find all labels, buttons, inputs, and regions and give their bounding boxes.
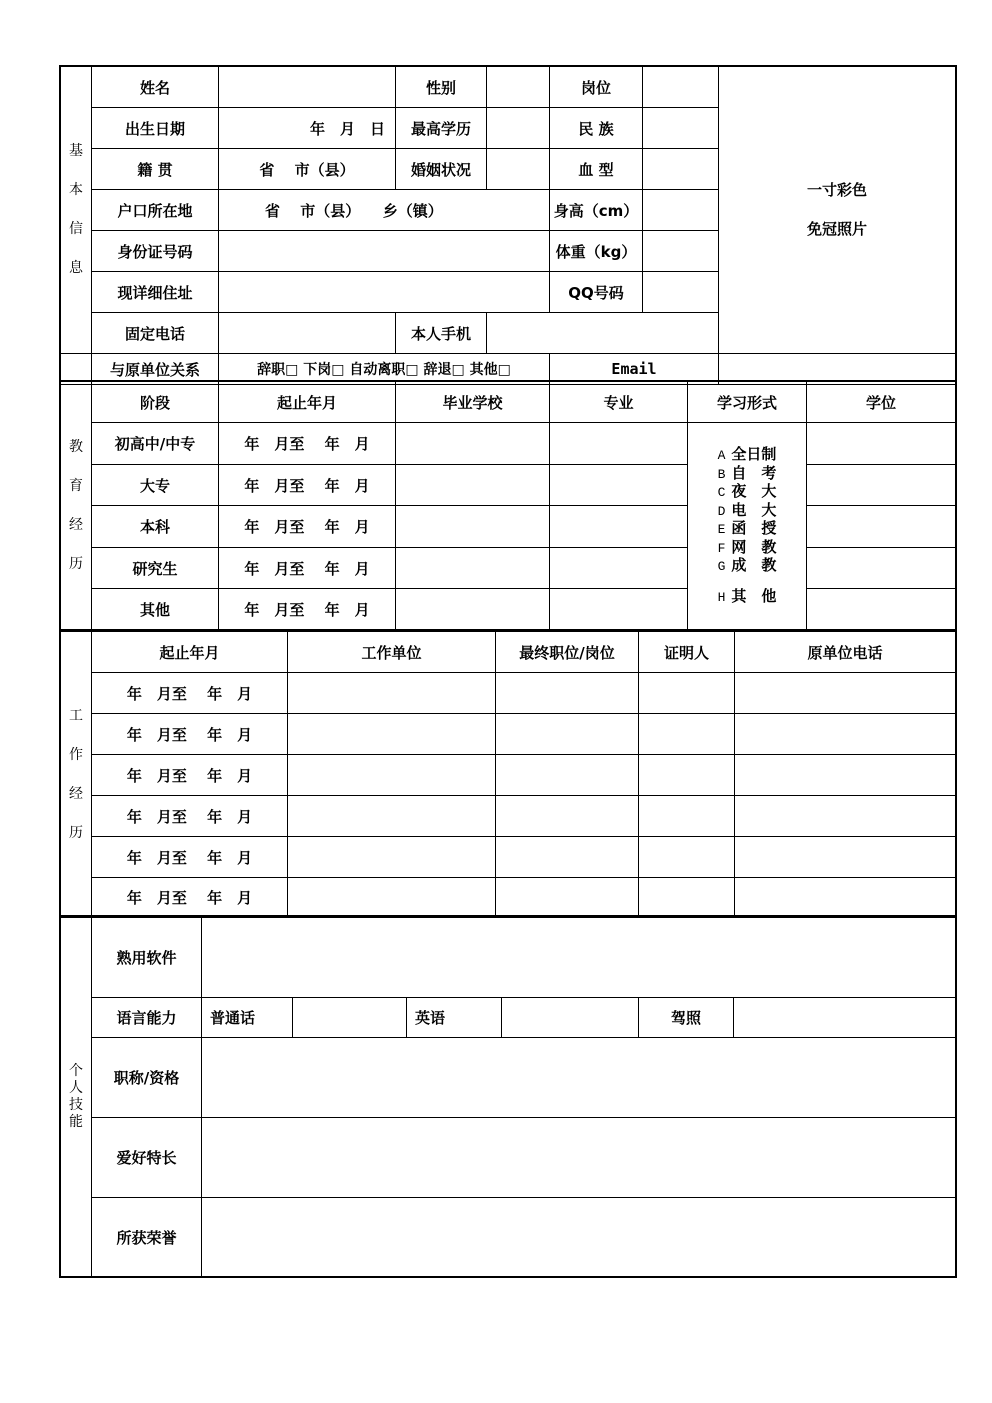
skills-table [60, 917, 956, 1277]
id-card-label: 身份证号码 [92, 231, 219, 272]
software-label: 熟用软件 [92, 918, 202, 998]
work-company-field[interactable] [288, 796, 496, 837]
gender-field[interactable] [487, 67, 550, 108]
section-divider [59, 915, 956, 917]
qq-label: QQ号码 [550, 272, 643, 313]
work-period-field[interactable]: 年 月至 年 月 [92, 837, 288, 878]
relation-label: 与原单位关系 [92, 354, 219, 385]
work-phone-field[interactable] [735, 837, 956, 878]
study-form-option: H 其 他 [717, 586, 777, 605]
work-company-field[interactable] [288, 755, 496, 796]
license-label: 驾照 [639, 998, 734, 1038]
work-reference-field[interactable] [639, 755, 735, 796]
marital-status-field[interactable] [487, 149, 550, 190]
landline-label: 固定电话 [92, 313, 219, 354]
ethnic-label: 民 族 [550, 108, 643, 149]
work-period-field[interactable]: 年 月至 年 月 [92, 714, 288, 755]
mobile-field[interactable] [487, 313, 719, 354]
edu-header-form: 学习形式 [688, 382, 807, 423]
photo-label-line2: 免冠照片 [807, 220, 868, 238]
work-header-period: 起止年月 [92, 632, 288, 673]
study-form-option: E 函 授 [717, 519, 777, 537]
photo-label-line1: 一寸彩色 [807, 181, 868, 199]
edu-period-field[interactable]: 年 月至 年 月 [219, 548, 396, 589]
work-header-reference: 证明人 [639, 632, 735, 673]
study-form-option: F 网 教 [717, 537, 777, 556]
ethnic-field[interactable] [643, 108, 719, 149]
work-section-label: 工 作 经 历 [61, 632, 92, 918]
work-position-field[interactable] [496, 837, 639, 878]
work-header-company: 工作单位 [288, 632, 496, 673]
study-form-option: G 成 教 [717, 556, 777, 574]
qq-field[interactable] [643, 272, 719, 313]
hobby-field[interactable] [202, 1118, 956, 1198]
work-reference-field[interactable] [639, 673, 735, 714]
hukou-field[interactable]: 省 市（县） 乡（镇） [219, 190, 550, 231]
work-period-field[interactable]: 年 月至 年 月 [92, 755, 288, 796]
education-level-field[interactable] [487, 108, 550, 149]
post-label: 岗位 [550, 67, 643, 108]
work-table [60, 631, 956, 918]
edu-header-degree: 学位 [807, 382, 956, 423]
edu-stage: 本科 [92, 506, 219, 548]
hukou-label: 户口所在地 [92, 190, 219, 231]
landline-field[interactable] [219, 313, 396, 354]
weight-label: 体重（kg） [550, 231, 643, 272]
edu-degree-field[interactable] [807, 423, 956, 465]
mandarin-field[interactable] [293, 998, 407, 1038]
edu-header-school: 毕业学校 [396, 382, 550, 423]
basic-info-table [60, 66, 956, 385]
education-table [60, 381, 956, 630]
native-place-field[interactable]: 省 市（县） [219, 149, 396, 190]
work-company-field[interactable] [288, 673, 496, 714]
birth-label: 出生日期 [92, 108, 219, 149]
work-phone-field[interactable] [735, 878, 956, 918]
edu-period-field[interactable]: 年 月至 年 月 [219, 465, 396, 506]
edu-school-field[interactable] [396, 465, 550, 506]
edu-school-field[interactable] [396, 548, 550, 589]
work-reference-field[interactable] [639, 837, 735, 878]
post-field[interactable] [643, 67, 719, 108]
work-period-field[interactable]: 年 月至 年 月 [92, 878, 288, 918]
edu-period-field[interactable]: 年 月至 年 月 [219, 589, 396, 630]
photo-box[interactable] [719, 67, 956, 354]
work-phone-field[interactable] [735, 673, 956, 714]
software-field[interactable] [202, 918, 956, 998]
work-position-field[interactable] [496, 796, 639, 837]
edu-degree-field[interactable] [807, 589, 956, 630]
height-label: 身高（cm） [550, 190, 643, 231]
address-field[interactable] [219, 272, 550, 313]
hobby-label: 爱好特长 [92, 1118, 202, 1198]
edu-period-field[interactable]: 年 月至 年 月 [219, 506, 396, 548]
work-company-field[interactable] [288, 878, 496, 918]
edu-header-stage: 阶段 [92, 382, 219, 423]
study-form-option: B 自 考 [717, 463, 777, 482]
edu-stage: 初高中/中专 [92, 423, 219, 465]
work-company-field[interactable] [288, 837, 496, 878]
work-company-field[interactable] [288, 714, 496, 755]
honor-label: 所获荣誉 [92, 1198, 202, 1277]
work-reference-field[interactable] [639, 714, 735, 755]
english-field[interactable] [502, 998, 639, 1038]
blood-type-label: 血 型 [550, 149, 643, 190]
address-label: 现详细住址 [92, 272, 219, 313]
work-position-field[interactable] [496, 714, 639, 755]
edu-major-field[interactable] [550, 506, 688, 548]
edu-school-field[interactable] [396, 589, 550, 630]
study-form-options [688, 423, 807, 630]
work-reference-field[interactable] [639, 796, 735, 837]
edu-major-field[interactable] [550, 548, 688, 589]
title-field[interactable] [202, 1038, 956, 1118]
work-position-field[interactable] [496, 755, 639, 796]
work-reference-field[interactable] [639, 878, 735, 918]
language-label: 语言能力 [92, 998, 202, 1038]
edu-school-field[interactable] [396, 506, 550, 548]
edu-degree-field[interactable] [807, 506, 956, 548]
work-position-field[interactable] [496, 673, 639, 714]
mobile-label: 本人手机 [396, 313, 487, 354]
native-place-label: 籍 贯 [92, 149, 219, 190]
edu-degree-field[interactable] [807, 548, 956, 589]
english-label: 英语 [407, 998, 502, 1038]
id-card-field[interactable] [219, 231, 550, 272]
study-form-option: C 夜 大 [717, 482, 777, 500]
edu-stage: 其他 [92, 589, 219, 630]
work-phone-field[interactable] [735, 796, 956, 837]
skills-section-label: 个 人 技 能 [61, 918, 92, 1277]
marital-status-label: 婚姻状况 [396, 149, 487, 190]
education-level-label: 最高学历 [396, 108, 487, 149]
edu-stage: 大专 [92, 465, 219, 506]
blood-type-field[interactable] [643, 149, 719, 190]
mandarin-label: 普通话 [202, 998, 293, 1038]
name-field[interactable] [219, 67, 396, 108]
license-field[interactable] [734, 998, 956, 1038]
weight-field[interactable] [643, 231, 719, 272]
edu-header-period: 起止年月 [219, 382, 396, 423]
work-position-field[interactable] [496, 878, 639, 918]
basic-info-section-label: 基 本 信 息 [61, 67, 92, 354]
edu-stage: 研究生 [92, 548, 219, 589]
name-label: 姓名 [92, 67, 219, 108]
edu-major-field[interactable] [550, 423, 688, 465]
edu-major-field[interactable] [550, 589, 688, 630]
edu-degree-field[interactable] [807, 465, 956, 506]
study-form-option: D 电 大 [717, 500, 777, 519]
gender-label: 性别 [396, 67, 487, 108]
height-field[interactable] [643, 190, 719, 231]
edu-header-major: 专业 [550, 382, 688, 423]
education-section-label: 教 育 经 历 [61, 382, 92, 630]
title-label: 职称/资格 [92, 1038, 202, 1118]
work-period-field[interactable]: 年 月至 年 月 [92, 673, 288, 714]
edu-school-field[interactable] [396, 423, 550, 465]
work-header-position: 最终职位/岗位 [496, 632, 639, 673]
email-label: Email [550, 354, 719, 385]
work-header-phone: 原单位电话 [735, 632, 956, 673]
relation-options[interactable]: 辞职□ 下岗□ 自动离职□ 辞退□ 其他□ [219, 354, 550, 385]
honor-field[interactable] [202, 1198, 956, 1277]
birth-field[interactable]: 年 月 日 [219, 108, 396, 149]
work-phone-field[interactable] [735, 755, 956, 796]
work-phone-field[interactable] [735, 714, 956, 755]
edu-major-field[interactable] [550, 465, 688, 506]
work-period-field[interactable]: 年 月至 年 月 [92, 796, 288, 837]
edu-period-field[interactable]: 年 月至 年 月 [219, 423, 396, 465]
study-form-option: A 全日制 [717, 445, 777, 463]
